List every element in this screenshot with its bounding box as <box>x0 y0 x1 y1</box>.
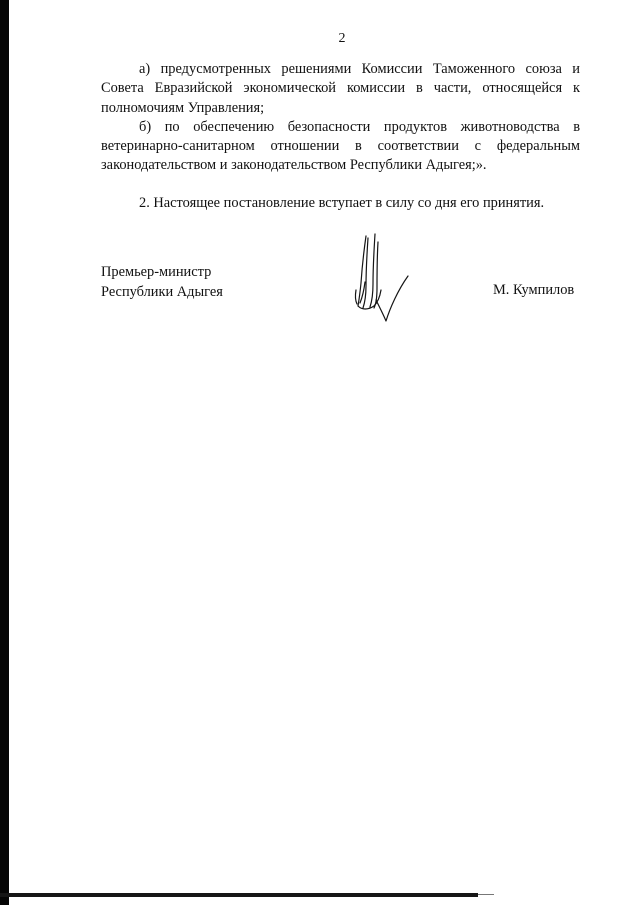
signer-position-line-1: Премьер-министр <box>101 264 212 280</box>
paragraph-a: а) предусмотренных решениями Комиссии Таможенного союза и Совета Евразийской экономической комиссии в части, относящейся к полномочиям Управления; <box>101 61 580 116</box>
paragraph-b: б) по обеспечению безопасности продуктов животноводства в ветеринарно-санитарном отношении в соответствии с федеральным законодательством и законодательством Республики Адыгея;». <box>101 118 580 174</box>
handwritten-signature <box>346 228 416 324</box>
scan-edge-left <box>0 0 9 905</box>
page-number: 2 <box>338 31 346 46</box>
scan-edge-bottom-tail <box>478 894 494 895</box>
document-body <box>101 60 580 213</box>
signer-name: М. Кумпилов <box>493 282 575 298</box>
paragraph-2: 2. Настоящее постановление вступает в силу со дня его принятия. <box>139 194 545 211</box>
signer-position-line-2: Республики Адыгея <box>101 283 223 300</box>
scan-edge-bottom <box>0 893 478 897</box>
signer-position <box>101 263 223 302</box>
